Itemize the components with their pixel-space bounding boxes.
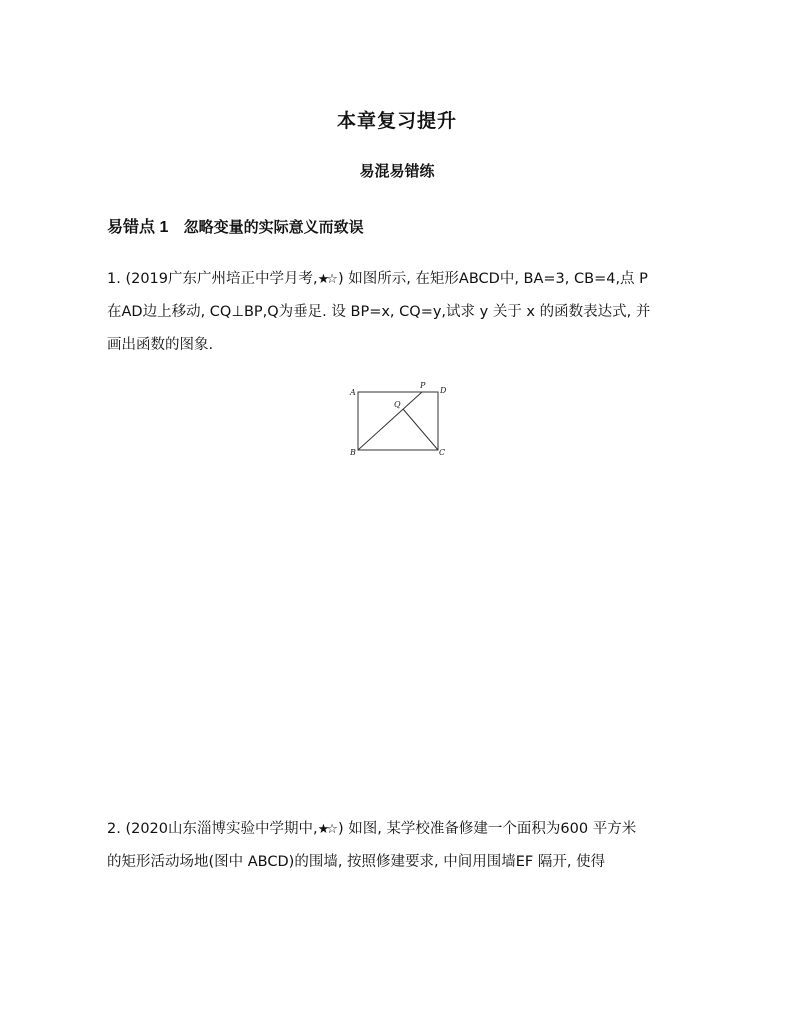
problem-2-text-1: ) 如图, 某学校准备修建一个面积为600 平方米 [337,821,637,837]
page-subtitle: 易混易错练 [359,162,435,180]
label-d: D [440,386,447,395]
problem-2-source: 2. (2020山东淄博实验中学期中, [107,821,318,837]
label-b: B [350,448,356,457]
label-a: A [350,388,356,397]
problem-1 [107,263,697,362]
problem-1-line-3: 画出函数的图象. [107,337,214,353]
label-c: C [439,448,446,457]
problem-2-line-2: 的矩形活动场地(图中 ABCD)的围墙, 按照修建要求, 中间用围墙EF 隔开, 使得 [107,854,606,870]
difficulty-stars-icon: ★☆ [317,272,335,287]
difficulty-stars-icon: ★☆ [317,822,335,837]
problem-1-source: 1. (2019广东广州培正中学月考, [107,271,318,287]
segment-bp [358,392,422,450]
segment-cq [403,409,438,450]
problem-1-text-1: ) 如图所示, 在矩形ABCD中, BA=3, CB=4,点 P [337,271,648,287]
section-heading [107,214,364,237]
problem-2-line-1 [107,813,697,846]
section-number-label: 易错点 1 [107,219,169,236]
section-heading-text: 忽略变量的实际意义而致误 [183,218,364,236]
problem-1-line-1 [107,263,697,296]
label-p: P [420,381,426,390]
problem-1-line-2: 在AD边上移动, CQ⊥BP,Q为垂足. 设 BP=x, CQ=y,试求 y 关于 x 的函数表达式, 并 [107,304,651,320]
rectangle-figure [340,378,460,462]
label-q: Q [394,400,401,409]
page-title: 本章复习提升 [336,110,457,132]
problem-2 [107,813,697,879]
